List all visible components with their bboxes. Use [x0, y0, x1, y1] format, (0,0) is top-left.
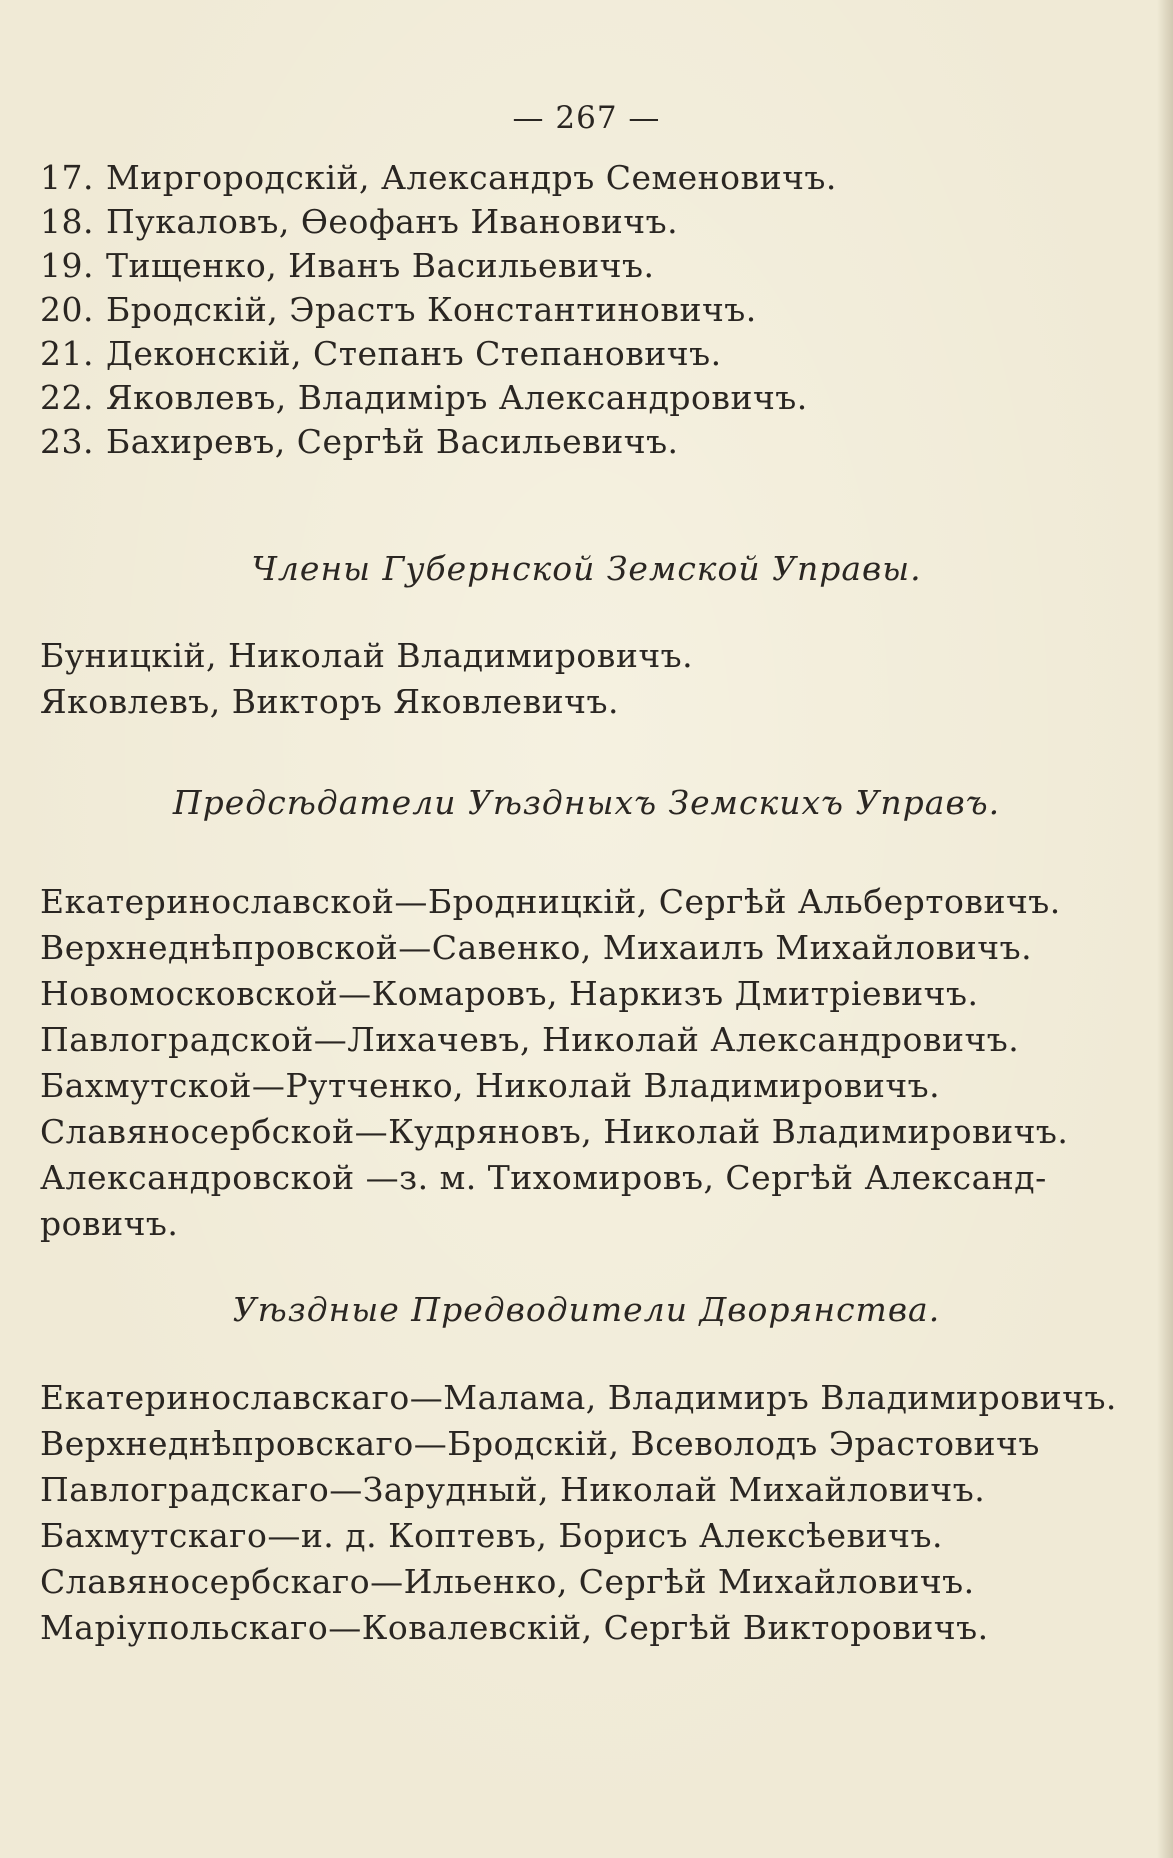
list-item-number: 21. [40, 334, 94, 373]
list-item-text: Александровской —з. м. Тихомировъ, Сергѣй Александ- [40, 1158, 1047, 1197]
list-item [40, 244, 654, 288]
section-heading: Предсѣдатели Уѣздныхъ Земскихъ Управъ. [172, 783, 1001, 822]
list-item-text: Яковлевъ, Владиміръ Александровичъ. [106, 378, 808, 417]
list-item-text: Бахиревъ, Сергѣй Васильевичъ. [106, 422, 679, 461]
list-item: Бахмутской—Рутченко, Николай Владимировичъ. [40, 1066, 941, 1105]
list-item-text: Бродскій, Эрастъ Константиновичъ. [106, 290, 757, 329]
section-heading: Члены Губернской Земской Управы. [251, 549, 922, 588]
list-item: Екатеринославскаго—Малама, Владимиръ Владимировичъ. [40, 1378, 1117, 1417]
section-heading: Уѣздные Предводители Дворянства. [232, 1290, 941, 1329]
list-item-text: Тищенко, Иванъ Васильевичъ. [106, 246, 655, 285]
list-item-number: 18. [40, 202, 94, 241]
list-item [40, 332, 722, 376]
list-item: Верхнеднѣпровскаго—Бродскій, Всеволодъ Эрастовичъ [40, 1424, 1040, 1463]
list-item-text: Миргородскій, Александръ Семеновичъ. [106, 158, 837, 197]
list-item [40, 420, 679, 464]
list-item-text: Деконскій, Степанъ Степановичъ. [106, 334, 722, 373]
list-item [40, 200, 678, 244]
list-item [40, 156, 837, 200]
list-item: Павлоградской—Лихачевъ, Николай Александровичъ. [40, 1020, 1020, 1059]
list-item-number: 19. [40, 246, 94, 285]
list-item: Павлоградскаго—Зарудный, Николай Михайловичъ. [40, 1470, 986, 1509]
list-item [40, 1156, 1047, 1200]
list-item-number: 20. [40, 290, 94, 329]
list-item-number: 23. [40, 422, 94, 461]
list-item: Новомосковской—Комаровъ, Наркизъ Дмитріевичъ. [40, 974, 979, 1013]
list-item-text: Пукаловъ, Ѳеофанъ Ивановичъ. [106, 202, 679, 241]
list-item: Верхнеднѣпровской—Савенко, Михаилъ Михайловичъ. [40, 928, 1033, 967]
list-item: Екатеринославской—Бродницкій, Сергѣй Альбертовичъ. [40, 882, 1061, 921]
list-item-number: 17. [40, 158, 94, 197]
list-item: Яковлевъ, Викторъ Яковлевичъ. [40, 682, 619, 721]
list-item [40, 376, 808, 420]
page-edge-shadow [1157, 0, 1173, 1858]
list-item: Славяносербскаго—Ильенко, Сергѣй Михайловичъ. [40, 1562, 975, 1601]
list-item: Буницкій, Николай Владимировичъ. [40, 636, 694, 675]
list-item: ровичъ. [40, 1204, 179, 1243]
list-item [40, 288, 757, 332]
list-item: Бахмутскаго—и. д. Коптевъ, Борисъ Алексѣевичъ. [40, 1516, 943, 1555]
list-item-number: 22. [40, 378, 94, 417]
list-item: Славяносербской—Кудряновъ, Николай Владимировичъ. [40, 1112, 1069, 1151]
page-number: — 267 — [512, 100, 661, 136]
list-item: Маріупольскаго—Ковалевскій, Сергѣй Викторовичъ. [40, 1608, 989, 1647]
